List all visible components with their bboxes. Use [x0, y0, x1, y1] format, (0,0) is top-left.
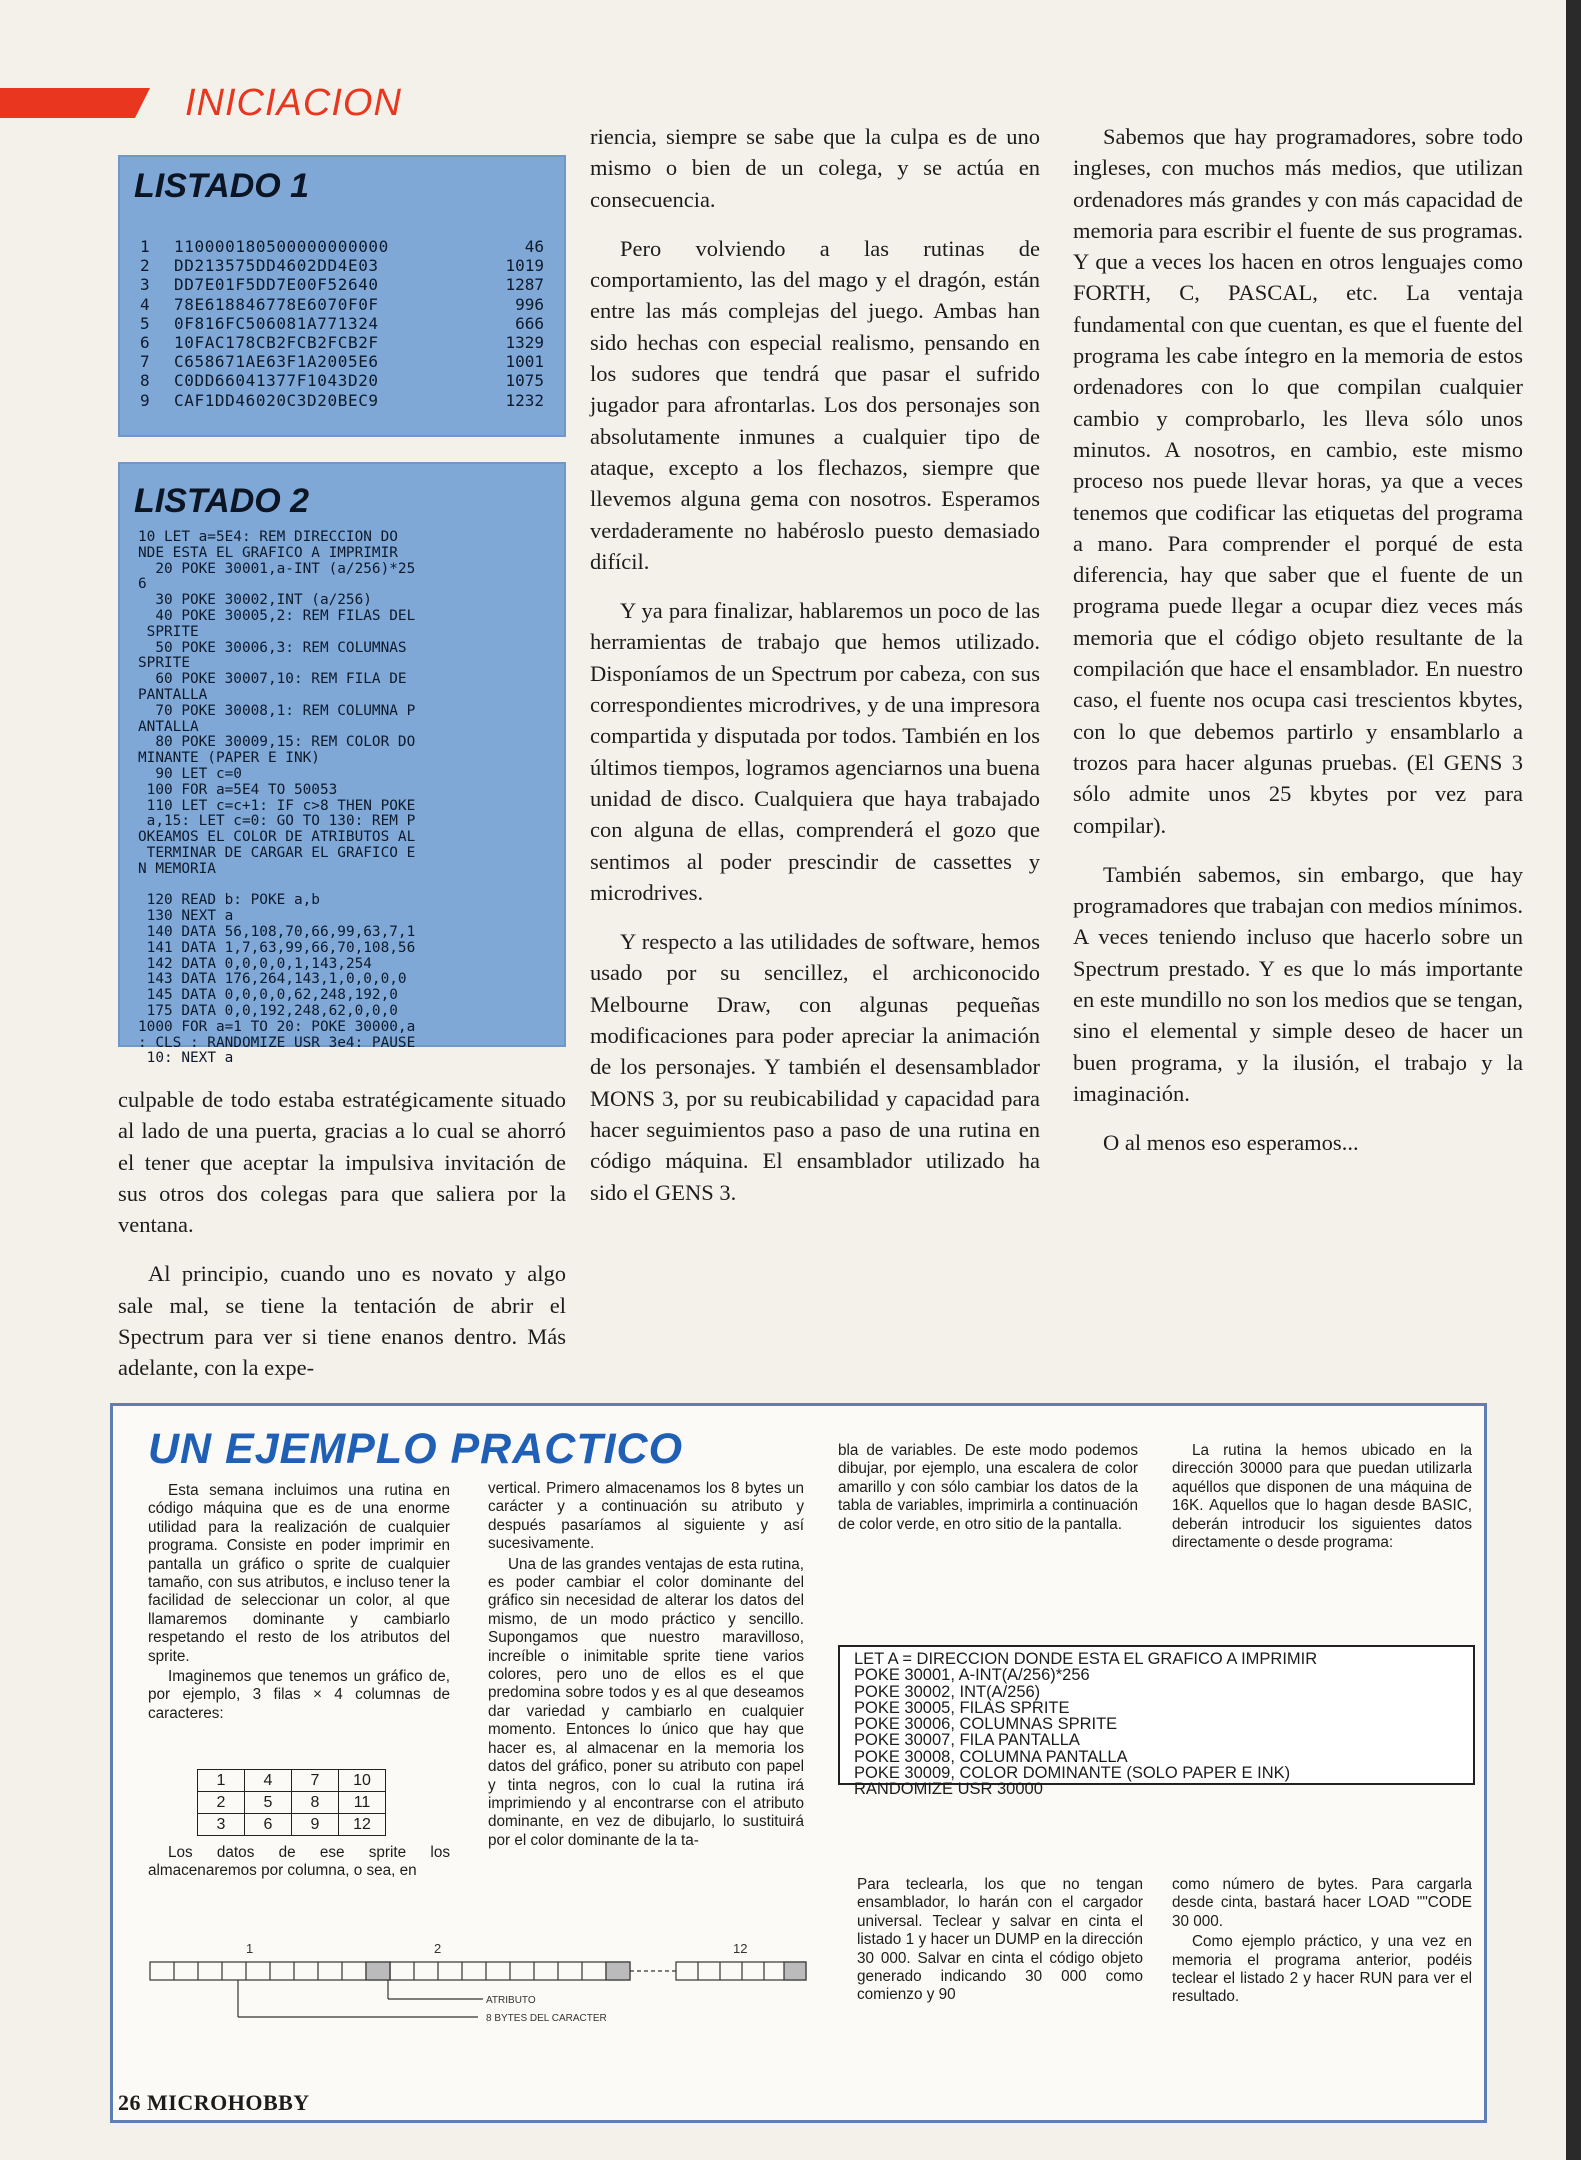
paragraph: Una de las grandes ventajas de esta rutina, es poder cambiar el color dominante del gráfico sin necesidad de alterar los datos del mismo, de un modo práctico y sencillo. Supongamos que nuestro maravilloso, increíble o inimitable sprite tiene varios colores, pero uno de ellos es el que predomina sobre todos y es al que deseamos dar variedad y cambiarlo en cualquier momento. Entonces lo único que hay que hacer es, al almacenar en la memoria los datos del gráfico, poner su atributo con papel y tinta negros, con lo cual la rutina irá imprimiendo y al encontrarse con el atributo dominante, en vez de dibujarlo, lo sustituirá por el color dominante de la ta-: [488, 1555, 804, 1849]
listing-2-code-part-a: 10 LET a=5E4: REM DIRECCION DO NDE ESTA EL GRAFICO A IMPRIMIR 20 POKE 30001,a-INT (a/256)*25 6 30 POKE 30002,INT (a/256) 40 POKE 30005,2: REM FILAS DEL SPRITE 50 POKE 30006,3: REM COLUMNAS SPRITE 60 POKE 30007,10: REM FILA DE PANTALLA 70 POKE 30008,1: REM COLUMNA P ANTALLA 80 POKE 30009,15: REM COLOR DO MINANTE (PAPER E INK) 90 LET c=0 100 FOR a=5E4 TO 50053 110 LET c=c+1: IF c>8 THEN POKE a,15: LET c=0: GO TO 130: REM P OKEAMOS EL COLOR DE ATRIBUTOS AL TERMINAR DE CARGAR EL GRAFICO E N MEMORIA: [138, 529, 416, 877]
listing-1-row: [140, 237, 544, 256]
listing-1-line-number: 8: [140, 371, 150, 391]
listing-1-line-number: 3: [140, 275, 150, 295]
grid-cell: 11: [339, 1792, 386, 1814]
paragraph: Al principio, cuando uno es novato y algo sale mal, se tiene la tentación de abrir el Spectrum para ver si tiene enanos dentro. Más adelante, con la expe-: [118, 1261, 566, 1381]
paragraph: como número de bytes. Para cargarla desde cinta, bastará hacer LOAD ""CODE 30 000.: [1172, 1876, 1472, 1930]
box-column-2: [488, 1480, 804, 1852]
code-line: POKE 30009, COLOR DOMINANTE (SOLO PAPER E INK): [854, 1764, 1291, 1783]
listing-2-title: LISTADO 2: [134, 482, 310, 520]
listing-1-hex-data: C0DD66041377F1043D20: [174, 371, 379, 391]
listing-1-rows: [140, 237, 544, 410]
box-column-1-end: [148, 1844, 450, 1883]
diagram-label-bytes: 8 BYTES DEL CARACTER: [486, 2013, 607, 2024]
code-line: POKE 30005, FILAS SPRITE: [854, 1698, 1070, 1717]
listing-1-row: [140, 295, 544, 314]
listing-1-row: [140, 391, 544, 410]
box-column-4: [1172, 1442, 1472, 1554]
paragraph: vertical. Primero almacenamos los 8 bytes un carácter y a continuación su atributo y después pasaríamos al siguiente y así sucesivamente.: [488, 1480, 804, 1553]
poke-code-box: [838, 1645, 1475, 1799]
paragraph: Los datos de ese sprite los almacenaremos por columna, o sea, en: [148, 1844, 450, 1880]
grid-cell: 9: [292, 1814, 339, 1836]
listing-1-box: [118, 155, 566, 437]
listing-1-checksum: 1232: [505, 390, 544, 410]
grid-row: [198, 1814, 386, 1836]
listing-1-line-number: 2: [140, 256, 150, 276]
diagram-label-1: 1: [246, 1941, 254, 1956]
listing-2-code: [138, 530, 552, 1067]
listing-1-checksum: 666: [515, 313, 544, 333]
code-line: LET A = DIRECCION DONDE ESTA EL GRAFICO A IMPRIMIR: [854, 1650, 1318, 1668]
listing-1-checksum: 46: [524, 237, 544, 256]
page-footer: 26 MICROHOBBY: [118, 2090, 310, 2115]
box-column-3-end: [857, 1876, 1143, 2007]
paragraph: Imaginemos que tenemos un gráfico de, por ejemplo, 3 filas × 4 columnas de caracteres:: [148, 1668, 450, 1722]
listing-1-checksum: 1075: [505, 371, 544, 391]
paragraph: Esta semana incluimos una rutina en código máquina que es de una enorme utilidad para la realización de cualquier programa. Consiste en poder imprimir en pantalla un gráfico o sprite de cualquier tamaño, con sus atributos, e incluso tener la facilidad de seleccionar un color, al que llamaremos dominante y cambiarlo respetando el resto de los atributos del sprite.: [148, 1482, 450, 1665]
code-line: POKE 30007, FILA PANTALLA: [854, 1731, 1080, 1750]
listing-2-box: [118, 462, 566, 1067]
listing-1-hex-data: DD213575DD4602DD4E03: [174, 256, 379, 276]
code-line: POKE 30002, INT(A/256): [854, 1682, 1041, 1701]
page-edge: [1566, 0, 1581, 2160]
code-line: POKE 30001, A-INT(A/256)*256: [854, 1666, 1090, 1685]
grid-cell: 2: [198, 1792, 245, 1814]
grid-cell: 6: [245, 1814, 292, 1836]
listing-1-hex-data: 10FAC178CB2FCB2FCB2F: [174, 333, 379, 353]
listing-1-checksum: 1001: [505, 352, 544, 372]
diagram-label-attribute: ATRIBUTO: [486, 1995, 536, 2006]
listing-1-hex-data: CAF1DD46020C3D20BEC9: [174, 390, 379, 410]
paragraph: Y respecto a las utilidades de software, hemos usado por su sencillez, el archiconocido Melbourne Draw, con algunas pequeñas modificaciones para poder apreciar la animación de los personajes. Y también el desensamblador MONS 3, por su reubicabilidad y capacidad para hacer seguimientos paso a paso de una rutina en código máquina. El ensamblador utilizado ha sido el GENS 3.: [590, 929, 1040, 1205]
code-line: POKE 30008, COLUMNA PANTALLA: [854, 1747, 1128, 1766]
grid-cell: 12: [339, 1814, 386, 1836]
listing-1-line-number: 9: [140, 390, 150, 410]
grid-row: [198, 1792, 386, 1814]
listing-1-row: [140, 275, 544, 294]
grid-cell: 10: [339, 1770, 386, 1792]
grid-cell: 4: [245, 1770, 292, 1792]
diagram-drawing: [150, 1962, 806, 2017]
box-column-4-end: [1172, 1876, 1472, 2009]
listing-1-checksum: 1019: [505, 256, 544, 276]
listing-1-hex-data: 78E618846778E6070F0F: [174, 294, 379, 314]
article-column-2: [590, 121, 1040, 1226]
article-column-3: [1073, 121, 1523, 1177]
listing-1-line-number: 6: [140, 333, 150, 353]
paragraph: Para teclearla, los que no tengan ensamblador, lo harán con el cargador universal. Teclear y salvar en cinta el listado 1 y hacer un DUMP en la dirección 30 000. Salvar en cinta el código objeto generado indicando 30 000 como comienzo y 90: [857, 1876, 1143, 2004]
listing-1-line-number: 1: [140, 237, 150, 256]
paragraph: Como ejemplo práctico, y una vez en memoria el programa anterior, podéis teclear el listado 2 y hacer RUN para ver el resultado.: [1172, 1933, 1472, 2006]
section-title: INICIACION: [185, 82, 402, 124]
listing-1-row: [140, 256, 544, 275]
listing-1-hex-data: C658671AE63F1A2005E6: [174, 352, 379, 372]
listing-1-checksum: 996: [515, 294, 544, 314]
article-column-1: [118, 1084, 566, 1402]
grid-cell: 7: [292, 1770, 339, 1792]
paragraph: O al menos eso esperamos...: [1103, 1130, 1359, 1156]
box-column-3: [838, 1442, 1138, 1536]
grid-cell: 5: [245, 1792, 292, 1814]
listing-1-checksum: 1287: [505, 275, 544, 295]
listing-1-line-number: 4: [140, 294, 150, 314]
grid-row: [198, 1770, 386, 1792]
grid-cell: 8: [292, 1792, 339, 1814]
sprite-grid-table: [197, 1769, 386, 1836]
diagram-label-12: 12: [733, 1941, 748, 1956]
listing-1-row: [140, 352, 544, 371]
listing-1-hex-data: 0F816FC506081A771324: [174, 313, 379, 333]
code-line: RANDOMIZE USR 30000: [854, 1780, 1043, 1799]
listing-1-hex-data: DD7E01F5DD7E00F52640: [174, 275, 379, 295]
diagram-label-2: 2: [434, 1941, 442, 1956]
listing-1-row: [140, 371, 544, 390]
listing-1-checksum: 1329: [505, 333, 544, 353]
listing-1-row: [140, 314, 544, 333]
paragraph: culpable de todo estaba estratégicamente situado al lado de una puerta, gracias a lo cual se ahorró el tener que aceptar la impulsiva invitación de sus otros dos colegas para que saliera por la ventana.: [118, 1087, 566, 1238]
practical-example-title: UN EJEMPLO PRACTICO: [148, 1425, 684, 1473]
paragraph: Pero volviendo a las rutinas de comportamiento, las del mago y el dragón, están entre las más complejas del juego. Ambas han sido hechas con especial realismo, pensando en los sudores que tendrá que pasar el sufrido jugador para afrontarlas. Los dos personajes son absolutamente inmunes a cualquier tipo de ataque, excepto a los flechazos, siempre que llevemos alguna gema con nosotros. Esperamos verdaderamente no habéroslo puesto demasiado difícil.: [590, 235, 1040, 574]
grid-cell: 3: [198, 1814, 245, 1836]
grid-cell: 1: [198, 1770, 245, 1792]
listing-1-line-number: 7: [140, 352, 150, 372]
listing-1-title: LISTADO 1: [134, 167, 310, 205]
memory-layout-diagram: [148, 1939, 808, 2079]
listing-1-row: [140, 333, 544, 352]
listing-1-hex-data: 110000180500000000000: [174, 237, 389, 256]
paragraph: La rutina la hemos ubicado en la dirección 30000 para que puedan utilizarla aquéllos que disponen de una máquina de 16K. Aquellos que lo hagan desde BASIC, deberán introducir los siguientes datos directamente o desde programa:: [1172, 1442, 1472, 1552]
listing-1-line-number: 5: [140, 313, 150, 333]
code-line: POKE 30006, COLUMNAS SPRITE: [854, 1715, 1118, 1734]
paragraph: riencia, siempre se sabe que la culpa es de uno mismo o bien de un colega, y se actúa en consecuencia.: [590, 124, 1040, 212]
listing-2-code-part-b: 120 READ b: POKE a,b 130 NEXT a 140 DATA 56,108,70,66,99,63,7,1 141 DATA 1,7,63,99,66,70,108,56 142 DATA 0,0,0,0,1,143,254 143 DATA 176,264,143,1,0,0,0,0 145 DATA 0,0,0,0,62,248,192,0 175 DATA 0,0,192,248,62,0,0,0 1000 FOR a=1 TO 20: POKE 30000,a : CLS : RANDOMIZE USR 3e4: PAUSE 10: NEXT a: [138, 892, 416, 1067]
section-color-bar: [0, 88, 150, 118]
paragraph: Sabemos que hay programadores, sobre todo ingleses, con muchos más medios, que utilizan ordenadores más grandes y con más capacidad de memoria para escribir el fuente de sus programas. Y que a veces los hacen en otros lenguajes como FORTH, C, PASCAL, etc. La ventaja fundamental con que cuentan, es que el fuente del programa les cabe íntegro en la memoria de estos ordenadores con lo que compilan cualquier cambio y comprobarlo, les lleva sólo unos minutos. A nosotros, en cambio, este mismo proceso nos puede llevar horas, ya que a veces tenemos que codificar las etiquetas del programa a mano. Para comprender el porqué de esta diferencia, hay que saber que el fuente de un programa puede llegar a ocupar diez veces más memoria que el código objeto resultante de la compilación que hace el ensamblador. En nuestro caso, el fuente nos ocupa casi trescientos kbytes, con lo que debemos partirlo y ensamblarlo a trozos para hacer algunas pruebas. (El GENS 3 sólo admite unos 25 kbytes por vez para compilar).: [1073, 124, 1523, 838]
paragraph: Y ya para finalizar, hablaremos un poco de las herramientas de trabajo que hemos utilizado. Disponíamos de un Spectrum por cabeza, con sus correspondientes microdrives, y de una impresora compartida y disputada por todos. También en los últimos tiempos, logramos agenciarnos una buena unidad de disco. Cualquiera que haya trabajado con alguna de ellas, comprenderá el gozo que sentimos al poder prescindir de cassettes y microdrives.: [590, 598, 1040, 905]
paragraph: bla de variables. De este modo podemos dibujar, por ejemplo, una escalera de color amarillo y con sólo cambiar los datos de la tabla de variables, imprimirla a continuación de color verde, en otro sitio de la pantalla.: [838, 1442, 1138, 1533]
paragraph: También sabemos, sin embargo, que hay programadores que trabajan con medios mínimos. A veces teniendo incluso que hacerlo sobre un Spectrum prestado. Y es que lo más importante en este mundillo no son los medios que se tengan, sino el elemental y simple deseo de hacer un buen programa, y la ilusión, el trabajo y la imaginación.: [1073, 861, 1523, 1106]
box-column-1: [148, 1482, 450, 1725]
